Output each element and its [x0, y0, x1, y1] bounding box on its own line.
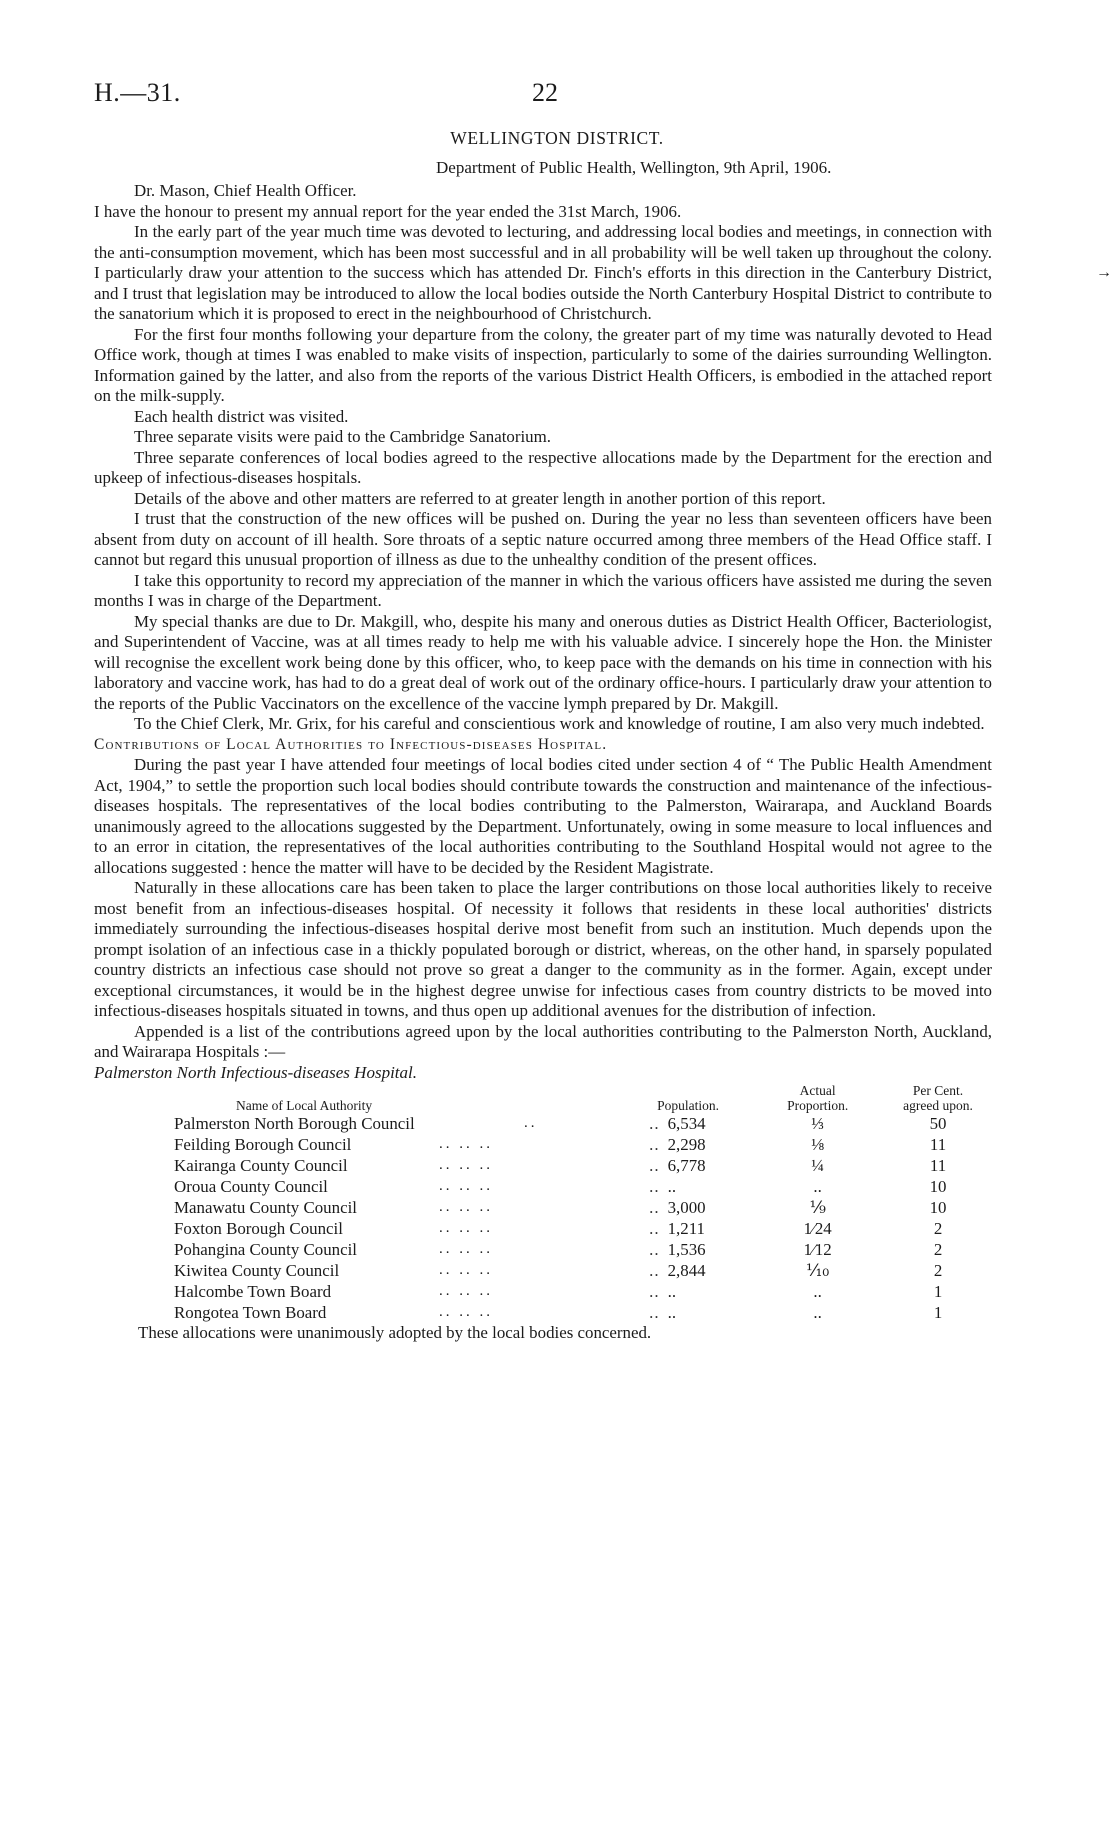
authority-name: Rongotea Town Board .. .. ..: [174, 1303, 493, 1322]
leader-dots: .. .. ..: [439, 1283, 493, 1299]
population-cell: .. ..: [649, 1177, 677, 1196]
population-cell: .. ..: [649, 1282, 677, 1301]
authority-name: Oroua County Council .. .. ..: [174, 1177, 493, 1196]
authority-name: Kiwitea County Council .. .. ..: [174, 1261, 493, 1280]
population-cell: .. ..: [649, 1303, 677, 1322]
col-header-proportion: Actual Proportion.: [787, 1083, 849, 1113]
table-row: [174, 1113, 992, 1134]
leader-dots: .. .. ..: [439, 1136, 493, 1152]
population-cell: .. 6,778: [649, 1156, 706, 1175]
paragraph: Three separate conferences of local bodies agreed to the respective allocations made by the Department for the erection and upkeep of infectious-diseases hospitals.: [94, 447, 992, 487]
leader-dots: .. .. ..: [439, 1199, 493, 1215]
leader-dots: .. .. ..: [439, 1262, 493, 1278]
paragraph: During the past year I have attended four meetings of local bodies cited under section 4 of “ The Public Health Amendment Act, 1904,” to settle the proportion such local bodies should contribute towards the construction and maintenance of the infectious-diseases hospitals. The representatives of the local bodies contributing to the Palmerston, Wairarapa, and Auckland Boards unanimously agreed to the allocations suggested by the Department. Unfortunately, owing in some measure to local influences and to an error in citation, the representatives of the local authorities contributing to the Southland Hospital would not agree to the allocations suggested : hence the matter will have to be decided by the Resident Magistrate.: [94, 755, 992, 877]
proportion-cell: ..: [813, 1177, 822, 1196]
proportion-cell: ¼: [811, 1156, 824, 1175]
table-row: [174, 1302, 992, 1323]
paragraph: Appended is a list of the contributions agreed upon by the local authorities contributing to the Palmerston North, Auckland, and Wairarapa Hospitals :—: [94, 1021, 992, 1061]
page-number: 22: [532, 78, 558, 107]
population-cell: .. 2,844: [649, 1261, 706, 1280]
percent-cell: 2: [933, 1219, 943, 1238]
proportion-cell: ⅛: [811, 1135, 824, 1154]
table-row: [174, 1218, 992, 1239]
leader-dots: ..: [524, 1115, 538, 1131]
leader-dots: .. .. ..: [439, 1220, 493, 1236]
col-header-population: Population.: [657, 1098, 720, 1113]
table-row: [174, 1155, 992, 1176]
margin-arrow-mark: →: [1096, 264, 1112, 281]
table-body: [174, 1113, 992, 1323]
table-row: [174, 1134, 992, 1155]
allocation-table: [174, 1083, 992, 1323]
paragraph: Each health district was visited.: [134, 406, 349, 426]
proportion-cell: ⅑: [809, 1198, 826, 1217]
proportion-cell: ⅒: [806, 1261, 830, 1280]
closing-line: These allocations were unanimously adopted by the local bodies concerned.: [138, 1323, 652, 1342]
percent-cell: 2: [933, 1261, 943, 1280]
population-cell: .. 6,534: [649, 1114, 706, 1133]
proportion-cell: ..: [813, 1282, 822, 1301]
percent-cell: 11: [929, 1156, 947, 1175]
authority-name: Pohangina County Council .. .. ..: [174, 1240, 493, 1259]
table-header-row: [174, 1083, 992, 1113]
leader-dots: .. .. ..: [439, 1241, 493, 1257]
authority-name: Foxton Borough Council .. .. ..: [174, 1219, 493, 1238]
authority-name: Halcombe Town Board .. .. ..: [174, 1282, 493, 1301]
leader-dots: .. .. ..: [439, 1304, 493, 1320]
paragraph: Three separate visits were paid to the Cambridge Sanatorium.: [134, 427, 551, 446]
paragraph: For the first four months following your departure from the colony, the greater part of my time was naturally devoted to Head Office work, though at times I was enabled to make visits of inspection, particularly to some of the dairies surrounding Wellington. Information gained by the latter, and also from the reports of the various District Health Officers, is embodied in the attached report on the milk-supply.: [94, 324, 992, 405]
table-row: [174, 1197, 992, 1218]
population-cell: .. 2,298: [649, 1135, 706, 1154]
percent-cell: 2: [933, 1240, 943, 1259]
paragraph: I take this opportunity to record my appreciation of the manner in which the various officers have assisted me during the seven months I was in charge of the Department.: [94, 570, 992, 610]
authority-name: Palmerston North Borough Council ..: [174, 1114, 538, 1133]
table-row: [174, 1176, 992, 1197]
paragraph: Naturally in these allocations care has been taken to place the larger contributions on those local authorities likely to receive most benefit from an infectious-diseases hospital. Of necessity it follows that residents in these local authorities' districts immediately surrounding the infectious-diseases hospital derive most benefit from such an institution. Much depends upon the prompt isolation of an infectious case in a thickly populated borough or district, whereas, on the other hand, in sparsely populated country districts an infectious case should not prove so great a danger to the community as in the former. Again, except under exceptional circumstances, it would be in the highest degree unwise for infectious cases from country districts to be moved into infectious-diseases hospitals situated in towns, and thus open up additional avenues for the distribution of infection.: [94, 878, 992, 1020]
col-header-name: Name of Local Authority: [236, 1098, 373, 1113]
district-title: WELLINGTON DISTRICT.: [450, 128, 664, 148]
percent-cell: 50: [929, 1114, 947, 1133]
proportion-cell: 1⁄24: [803, 1219, 832, 1238]
table-title: Palmerston North Infectious-diseases Hospital.: [94, 1062, 417, 1082]
authority-name: Manawatu County Council .. .. ..: [174, 1198, 493, 1217]
table-row: [174, 1281, 992, 1302]
percent-cell: 10: [929, 1198, 947, 1217]
percent-cell: 1: [933, 1282, 943, 1301]
table-row: [174, 1260, 992, 1281]
leader-dots: .. .. ..: [439, 1178, 493, 1194]
col-header-percent: Per Cent. agreed upon.: [903, 1083, 973, 1113]
paragraph: I trust that the construction of the new offices will be pushed on. During the year no less than seventeen officers have been absent from duty on account of ill health. Sore throats of a septic nature occurred among three members of the Head Office staff. I cannot but regard this unusual proportion of illness as due to the unhealthy condition of the present offices.: [94, 509, 992, 569]
authority-name: Feilding Borough Council .. .. ..: [174, 1135, 493, 1154]
salutation: Dr. Mason, Chief Health Officer.: [134, 181, 357, 200]
percent-cell: 11: [929, 1135, 947, 1154]
proportion-cell: 1⁄12: [803, 1240, 832, 1259]
paragraph: In the early part of the year much time was devoted to lecturing, and addressing local bodies and meetings, in connection with the anti-consumption movement, which has been most successful and in all probability will be well taken up throughout the colony. I particularly draw your attention to the success which has attended Dr. Finch's efforts in this direction in the Canterbury District, and I trust that legislation may be introduced to allow the local bodies outside the North Canterbury Hospital District to contribute to the sanatorium which it is proposed to erect in the neighbourhood of Christchurch.: [94, 222, 992, 323]
leader-dots: .. .. ..: [439, 1157, 493, 1173]
paragraph: Details of the above and other matters are referred to at greater length in another portion of this report.: [134, 488, 826, 508]
table-row: [174, 1239, 992, 1260]
authority-name: Kairanga County Council .. .. ..: [174, 1156, 493, 1175]
population-cell: .. 1,536: [649, 1240, 706, 1259]
proportion-cell: ⅓: [811, 1114, 824, 1133]
paragraph: I have the honour to present my annual report for the year ended the 31st March, 1906.: [94, 201, 682, 221]
percent-cell: 1: [933, 1303, 943, 1322]
report-body: [94, 181, 992, 1344]
paragraph: To the Chief Clerk, Mr. Grix, for his careful and conscientious work and knowledge of routine, I am also very much indebted.: [134, 714, 985, 733]
percent-cell: 10: [929, 1177, 947, 1196]
section-title: Contributions of Local Authorities to Infectious-diseases Hospital.: [94, 735, 608, 753]
proportion-cell: ..: [813, 1303, 822, 1322]
population-cell: .. 3,000: [649, 1198, 706, 1217]
paragraph: My special thanks are due to Dr. Makgill, who, despite his many and onerous duties as District Health Officer, Bacteriologist, and Superintendent of Vaccine, was at all times ready to help me with his valuable advice. I sincerely hope the Hon. the Minister will recognise the excellent work being done by this officer, who, to keep pace with the demands on his time in connection with his laboratory and vaccine work, has had to do a great deal of work out of the ordinary office-hours. I particularly draw your attention to the reports of the Public Vaccinators on the excellence of the vaccine lymph prepared by Dr. Makgill.: [94, 611, 992, 713]
dept-line: Department of Public Health, Wellington, 9th April, 1906.: [436, 158, 832, 177]
report-code: H.—31.: [94, 78, 181, 107]
population-cell: .. 1,211: [649, 1219, 705, 1238]
